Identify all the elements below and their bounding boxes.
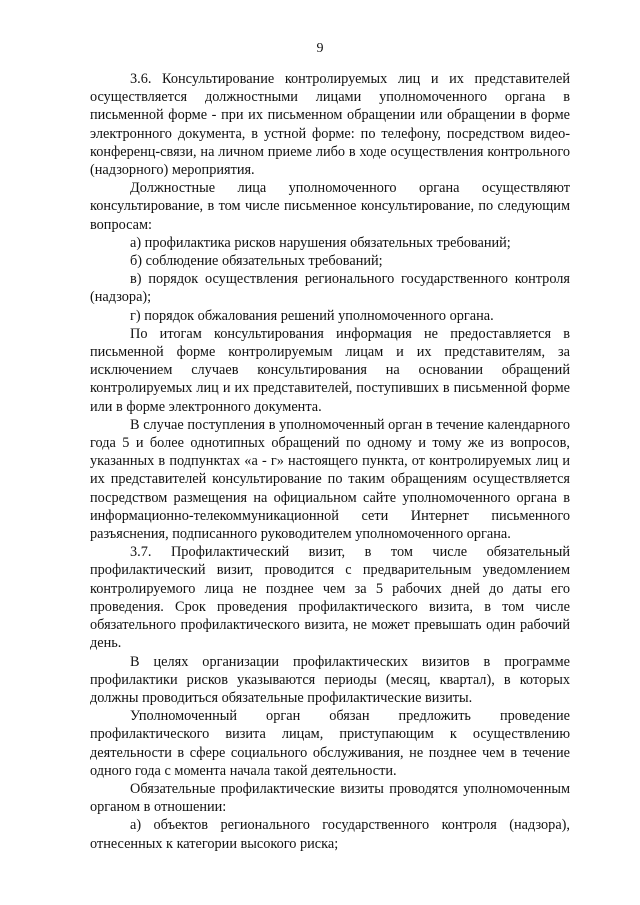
list-item-b: б) соблюдение обязательных требований; [130,253,383,270]
list-item-a: а) профилактика рисков нарушения обязательных требований; [130,234,511,251]
paragraph-visit-offer: Уполномоченный орган обязан предложить проведение профилактического визита лицам, приступающим к осуществлению деятельности в сфере социального обслуживания, не позднее чем в течение одного года с момента начала такой деятельности. [90,708,570,779]
paragraph-consulting-results: По итогам консультирования информация не предоставляется в письменной форме контролируемым лицам и их представителям, за исключением случаев консультирования на основании обращений контролируемых лиц и их представителей, поступивших в письменной форме или в форме электронного документа. [90,325,570,415]
list-item-objects-a: а) объектов регионального государственного контроля (надзора), отнесенных к категории высокого риска; [90,817,570,852]
list-item-g: г) порядок обжалования решений уполномоченного органа. [130,307,494,324]
paragraph-3-6: 3.6. Консультирование контролируемых лиц и их представителей осуществляется должностными лицами уполномоченного органа в письменной форме - при их письменном обращении или обращении в форме электронного документа, в устной форме: по телефону, посредством видео-конференц-связи, на личном приеме либо в ходе осуществления контрольного (надзорного) мероприятия. [90,71,570,179]
document-body [90,70,570,853]
paragraph-visit-periods: В целях организации профилактических визитов в программе профилактики рисков указываются периоды (месяц, квартал), в которых должны проводиться обязательные профилактические визиты. [90,653,570,706]
page-number: 9 [316,41,324,56]
paragraph-3-7: 3.7. Профилактический визит, в том числе обязательный профилактический визит, проводится с предварительным уведомлением контролируемого лица не позднее чем за 5 рабочих дней до даты его проведения. Срок проведения профилактического визита, в том числе обязательного профилактического визита, не может превышать один рабочий день. [90,544,570,652]
paragraph-consulting-topics: Должностные лица уполномоченного органа осуществляют консультирование, в том числе письменное консультирование, по следующим вопросам: [90,180,570,233]
paragraph-mandatory-visits: Обязательные профилактические визиты проводятся уполномоченным органом в отношении: [90,780,570,816]
paragraph-repeated-requests: В случае поступления в уполномоченный орган в течение календарного года 5 и более однотипных обращений по одному и тому же из вопросов, указанных в подпунктах «а - г» настоящего пункта, от контролируемых лиц и их представителей консультирование по таким обращениям осуществляется посредством размещения на официальном сайте уполномоченного органа в информационно-телекоммуникационной сети Интернет письменного разъяснения, подписанного руководителем уполномоченного органа. [90,416,570,543]
list-item-v: в) порядок осуществления регионального государственного контроля (надзора); [90,271,570,306]
